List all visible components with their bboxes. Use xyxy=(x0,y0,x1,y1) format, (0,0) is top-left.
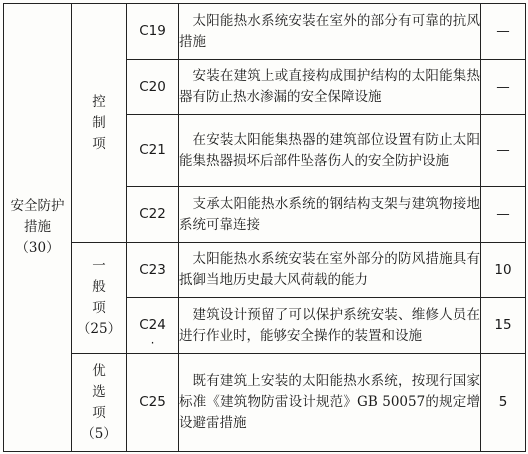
item-content: 支承太阳能热水系统的钢结构支架与建筑物接地系统可靠连接 xyxy=(179,187,481,243)
category-line: （30） xyxy=(15,240,60,256)
item-code: C24 xyxy=(139,317,166,333)
item-score: — xyxy=(481,187,526,243)
table-row xyxy=(4,243,526,298)
table-row xyxy=(4,4,526,60)
group-char: 选 xyxy=(92,383,106,400)
item-code-cell xyxy=(127,298,179,354)
item-content: 太阳能热水系统安装在室外部分的防风措施具有抵御当地历史最大风荷载的能力 xyxy=(179,243,481,298)
item-code: C23 xyxy=(127,243,179,298)
item-score: — xyxy=(481,4,526,60)
category-line: 安全防护 xyxy=(10,198,65,214)
group-char: （25） xyxy=(76,321,122,337)
group-control-cell xyxy=(72,4,127,243)
item-content: 安装在建筑上或直接构成围护结构的太阳能集热器有防止热水渗漏的安全保障设施 xyxy=(179,60,481,115)
category-line: 措施 xyxy=(24,219,51,235)
item-mark: · xyxy=(150,336,155,350)
item-score: — xyxy=(481,115,526,187)
evaluation-table xyxy=(3,3,526,452)
item-code: C22 xyxy=(127,187,179,243)
item-content: 建筑设计预留了可以保护系统安装、维修人员在进行作业时，能够安全操作的装置和设施 xyxy=(179,298,481,354)
category-cell xyxy=(4,4,72,452)
item-score: 10 xyxy=(481,243,526,298)
group-char: 项 xyxy=(92,135,106,152)
table-row xyxy=(4,354,526,452)
item-content: 太阳能热水系统安装在室外的部分有可靠的抗风措施 xyxy=(179,4,481,60)
group-char: 一 xyxy=(92,258,106,274)
item-score: 5 xyxy=(481,354,526,452)
group-char: 般 xyxy=(92,279,106,295)
group-char: 项 xyxy=(92,404,106,421)
item-score: 15 xyxy=(481,298,526,354)
group-general-cell xyxy=(72,243,127,354)
group-char: 项 xyxy=(92,300,106,316)
item-code: C19 xyxy=(127,4,179,60)
item-code: C21 xyxy=(127,115,179,187)
group-char: 优 xyxy=(92,362,106,379)
group-char: 控 xyxy=(92,93,106,110)
group-preferred-cell xyxy=(72,354,127,452)
group-char: （5） xyxy=(81,425,117,442)
item-content: 既有建筑上安装的太阳能热水系统，按现行国家标准《建筑物防雷设计规范》GB 50057的规定增设避雷措施 xyxy=(179,354,481,452)
item-score: — xyxy=(481,60,526,115)
item-content: 在安装太阳能集热器的建筑部位设置有防止太阳能集热器损坏后部件坠落伤人的安全防护设施 xyxy=(179,115,481,187)
item-code: C20 xyxy=(127,60,179,115)
item-code: C25 xyxy=(127,354,179,452)
group-char: 制 xyxy=(92,114,106,131)
